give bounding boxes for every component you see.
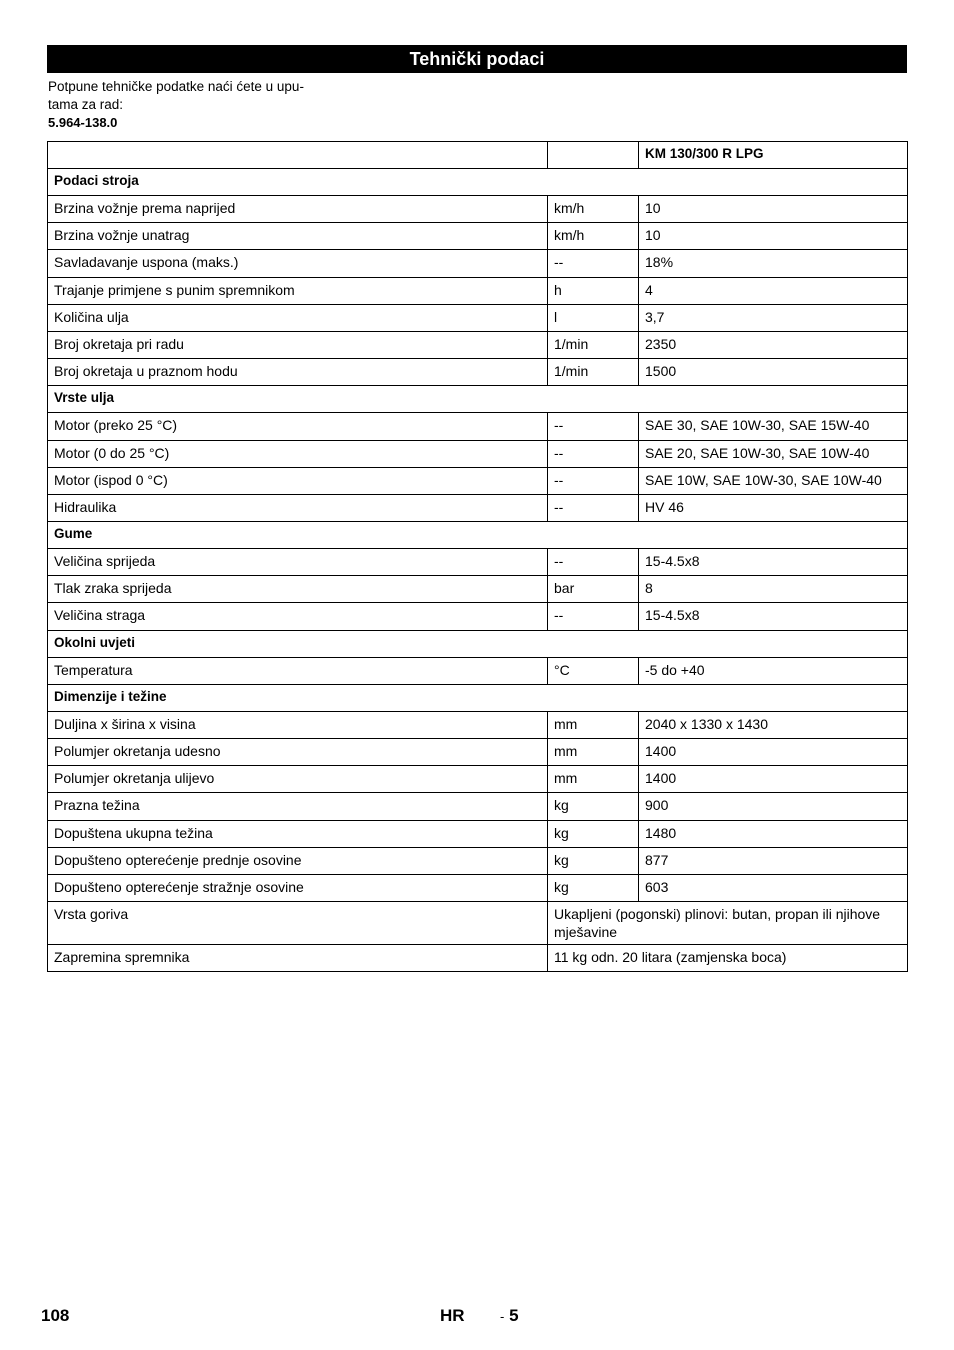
spec-label: Vrsta goriva (48, 902, 548, 945)
spec-unit: l (548, 304, 639, 331)
spec-unit: -- (548, 413, 639, 440)
spec-value: 1400 (639, 739, 908, 766)
spec-unit: -- (548, 603, 639, 630)
table-row (48, 440, 908, 467)
spec-value: -5 do +40 (639, 657, 908, 684)
spec-unit: km/h (548, 223, 639, 250)
spec-unit: -- (548, 549, 639, 576)
spec-label: Prazna težina (48, 793, 548, 820)
spec-value: 603 (639, 874, 908, 901)
header-empty-cell (548, 142, 639, 169)
sub-page-value: 5 (509, 1306, 519, 1325)
intro-text (48, 78, 348, 132)
table-row (48, 196, 908, 223)
spec-label: Dopušteno opterećenje prednje osovine (48, 847, 548, 874)
footer-dash: - (500, 1309, 505, 1324)
section-heading-row (48, 630, 908, 657)
table-row (48, 874, 908, 901)
section-heading-row (48, 684, 908, 711)
spec-label: Temperatura (48, 657, 548, 684)
language-code: HR (440, 1306, 465, 1325)
spec-label: Polumjer okretanja ulijevo (48, 766, 548, 793)
spec-value: 10 (639, 196, 908, 223)
spec-label: Hidraulika (48, 494, 548, 521)
spec-label: Brzina vožnje unatrag (48, 223, 548, 250)
spec-unit: -- (548, 494, 639, 521)
spec-label: Broj okretaja pri radu (48, 331, 548, 358)
spec-label: Savladavanje uspona (maks.) (48, 250, 548, 277)
spec-value: 11 kg odn. 20 litara (zamjenska boca) (548, 945, 908, 972)
spec-value: 10 (639, 223, 908, 250)
section-heading: Gume (48, 522, 908, 549)
section-heading-row (48, 386, 908, 413)
spec-value: SAE 20, SAE 10W-30, SAE 10W-40 (639, 440, 908, 467)
section-heading-row (48, 522, 908, 549)
section-heading: Vrste ulja (48, 386, 908, 413)
spec-label: Veličina sprijeda (48, 549, 548, 576)
spec-label: Motor (preko 25 °C) (48, 413, 548, 440)
table-row (48, 657, 908, 684)
table-row (48, 766, 908, 793)
spec-unit: mm (548, 766, 639, 793)
page-title: Tehnički podaci (47, 45, 907, 73)
intro-line-1: Potpune tehničke podatke naći ćete u upu- (48, 79, 304, 94)
table-row (48, 277, 908, 304)
spec-unit: 1/min (548, 359, 639, 386)
spec-value: 877 (639, 847, 908, 874)
spec-label: Dopušteno opterećenje stražnje osovine (48, 874, 548, 901)
section-heading: Podaci stroja (48, 169, 908, 196)
spec-value: 1500 (639, 359, 908, 386)
spec-value: 1480 (639, 820, 908, 847)
table-row (48, 820, 908, 847)
spec-label: Brzina vožnje prema naprijed (48, 196, 548, 223)
spec-unit: kg (548, 874, 639, 901)
spec-unit: kg (548, 820, 639, 847)
table-row (48, 494, 908, 521)
spec-unit: km/h (548, 196, 639, 223)
spec-label: Motor (ispod 0 °C) (48, 467, 548, 494)
spec-label: Broj okretaja u praznom hodu (48, 359, 548, 386)
spec-unit: mm (548, 739, 639, 766)
document-number: 5.964-138.0 (48, 115, 118, 130)
page-number: 108 (41, 1306, 70, 1325)
spec-value: SAE 10W, SAE 10W-30, SAE 10W-40 (639, 467, 908, 494)
spec-value: 15-4.5x8 (639, 549, 908, 576)
table-row (48, 331, 908, 358)
spec-label: Polumjer okretanja udesno (48, 739, 548, 766)
spec-label: Tlak zraka sprijeda (48, 576, 548, 603)
spec-unit: h (548, 277, 639, 304)
spec-value: HV 46 (639, 494, 908, 521)
intro-line-2: tama za rad: (48, 97, 124, 112)
table-row (48, 359, 908, 386)
sub-page-number (500, 1306, 519, 1326)
table-row (48, 576, 908, 603)
spec-label: Dopuštena ukupna težina (48, 820, 548, 847)
spec-value: 18% (639, 250, 908, 277)
spec-value: 3,7 (639, 304, 908, 331)
spec-label: Duljina x širina x visina (48, 711, 548, 738)
spec-label: Trajanje primjene s punim spremnikom (48, 277, 548, 304)
table-row (48, 304, 908, 331)
table-row (48, 793, 908, 820)
spec-unit: -- (548, 440, 639, 467)
spec-unit: kg (548, 793, 639, 820)
section-heading: Okolni uvjeti (48, 630, 908, 657)
spec-unit: °C (548, 657, 639, 684)
table-row (48, 413, 908, 440)
technical-data-table (47, 141, 908, 972)
spec-value: 4 (639, 277, 908, 304)
table-row (48, 847, 908, 874)
table-row (48, 945, 908, 972)
spec-unit: kg (548, 847, 639, 874)
spec-value: SAE 30, SAE 10W-30, SAE 15W-40 (639, 413, 908, 440)
spec-label: Motor (0 do 25 °C) (48, 440, 548, 467)
model-header: KM 130/300 R LPG (639, 142, 908, 169)
table-row (48, 902, 908, 945)
spec-unit: mm (548, 711, 639, 738)
table-row (48, 250, 908, 277)
table-row (48, 549, 908, 576)
header-empty-cell (48, 142, 548, 169)
section-heading: Dimenzije i težine (48, 684, 908, 711)
table-body (48, 142, 908, 972)
section-heading-row (48, 169, 908, 196)
spec-unit: 1/min (548, 331, 639, 358)
spec-label: Zapremina spremnika (48, 945, 548, 972)
table-header-row (48, 142, 908, 169)
spec-label: Količina ulja (48, 304, 548, 331)
spec-value: 2040 x 1330 x 1430 (639, 711, 908, 738)
spec-value: 2350 (639, 331, 908, 358)
table-row (48, 603, 908, 630)
table-row (48, 739, 908, 766)
table-row (48, 711, 908, 738)
spec-unit: bar (548, 576, 639, 603)
table-row (48, 467, 908, 494)
spec-value: 15-4.5x8 (639, 603, 908, 630)
spec-label: Veličina straga (48, 603, 548, 630)
spec-value: 8 (639, 576, 908, 603)
spec-value: 900 (639, 793, 908, 820)
spec-value: 1400 (639, 766, 908, 793)
spec-unit: -- (548, 250, 639, 277)
table-row (48, 223, 908, 250)
spec-unit: -- (548, 467, 639, 494)
spec-value: Ukapljeni (pogonski) plinovi: butan, propan ili njihove mješavine (548, 902, 908, 945)
